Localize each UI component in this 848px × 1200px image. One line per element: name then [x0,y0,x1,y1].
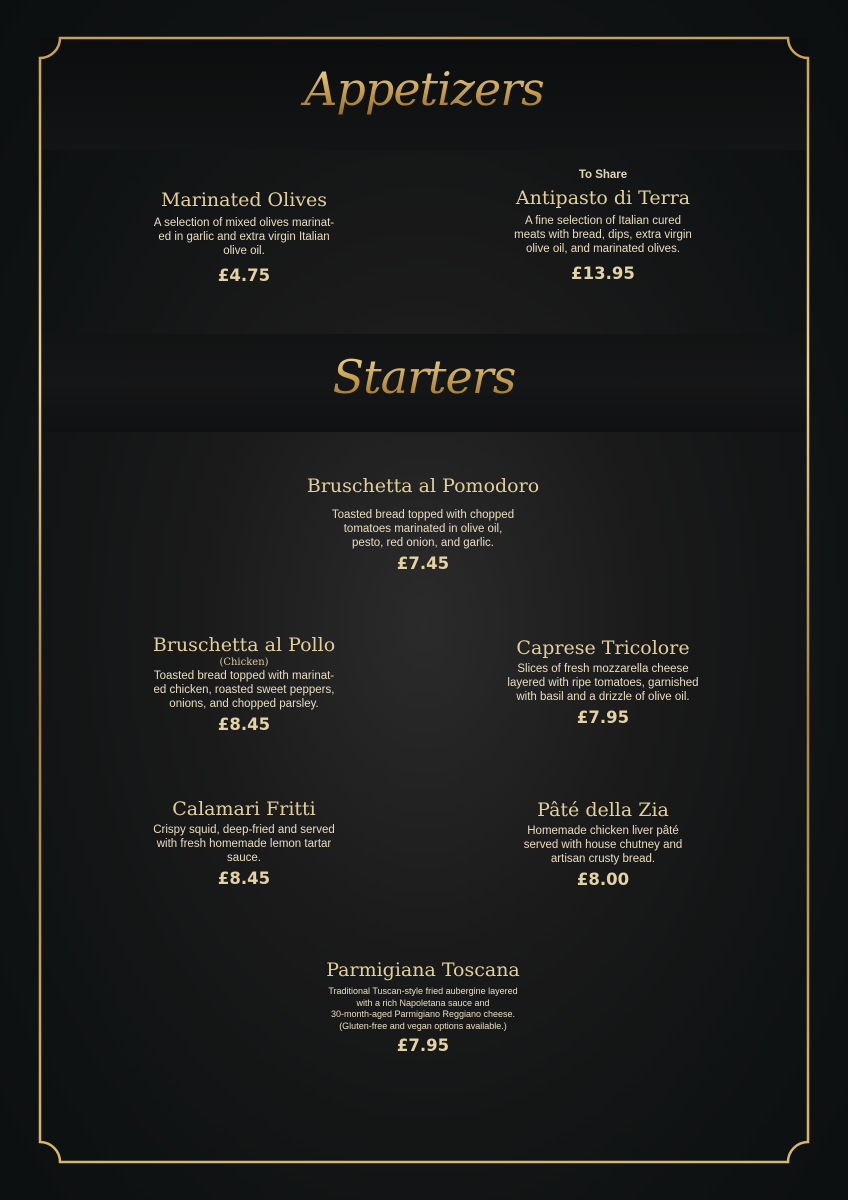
item-price: £8.45 [217,715,271,734]
description-line: Homemade chicken liver pâté [527,825,679,837]
description-line: onions, and chopped parsley. [169,698,319,710]
item-price: £13.95 [571,264,635,283]
item-description [124,823,364,865]
item-name: Bruschetta al Pollo [152,634,336,656]
menu-item-calamari-fritti [124,797,364,888]
item-name: Calamari Fritti [172,798,316,820]
item-price: £7.95 [576,708,630,727]
description-line: ed in garlic and extra virgin Italian [158,231,330,243]
menu-item-caprese-tricolore [483,636,723,727]
description-line: Toasted bread topped with chopped [331,509,515,521]
description-line: Crispy squid, deep-fried and served [153,824,335,836]
menu-item-marinated-olives [134,188,354,285]
item-price: £4.75 [217,266,271,285]
item-name: Parmigiana Toscana [326,959,520,981]
to-share-label: To Share [578,169,628,181]
menu-item-bruschetta-al-pomodoro [288,474,558,573]
item-description [483,662,723,704]
item-description [493,214,713,256]
starters-title: Starters [0,350,848,404]
description-line: A fine selection of Italian cured [525,215,681,227]
description-line: layered with ripe tomatoes, garnished [507,677,699,689]
description-line: (Gluten-free and vegan options available.) [339,1020,507,1031]
description-line: with basil and a drizzle of olive oil. [516,691,690,703]
description-line: tomatoes marinated in olive oil, [343,523,503,535]
menu-item-pate-della-zia [483,798,723,889]
item-price: £8.00 [576,870,630,889]
item-name: Antipasto di Terra [515,187,691,209]
description-line: served with house chutney and [523,839,683,851]
description-line: artisan crusty bread. [550,853,656,865]
description-line: with fresh homemade lemon tartar [156,838,332,850]
item-description [288,508,558,550]
item-description [298,986,548,1032]
item-subtitle: (Chicken) [219,657,269,668]
item-description [124,669,364,711]
item-description [134,216,354,258]
item-name: Caprese Tricolore [516,637,690,659]
description-line: pesto, red onion, and garlic. [352,537,494,549]
description-line: meats with bread, dips, extra virgin [514,229,692,241]
item-name: Marinated Olives [160,189,328,211]
description-line: ed chicken, roasted sweet peppers, [153,684,335,696]
item-description [483,824,723,866]
menu-item-antipasto-di-terra [493,168,713,283]
description-line: sauce. [227,852,261,864]
item-price: £7.95 [396,1036,450,1055]
item-price: £7.45 [396,554,450,573]
description-line: olive oil. [223,245,265,257]
description-line: Traditional Tuscan-style fried aubergine layered [328,986,518,996]
description-line: Toasted bread topped with marinat- [153,670,335,682]
item-name: Bruschetta al Pomodoro [306,475,540,497]
item-price: £8.45 [217,869,271,888]
item-name: Pâté della Zia [537,799,669,821]
menu-item-bruschetta-al-pollo [124,633,364,734]
description-line: Slices of fresh mozzarella cheese [517,663,689,675]
appetizers-title: Appetizers [0,62,848,116]
description-line: 30-month-aged Parmigiano Reggiano cheese. [330,1009,516,1019]
description-line: with a rich Napoletana sauce and [356,997,490,1008]
description-line: A selection of mixed olives marinat- [153,217,335,229]
menu-item-parmigiana-toscana [298,958,548,1055]
description-line: olive oil, and marinated olives. [525,243,681,255]
